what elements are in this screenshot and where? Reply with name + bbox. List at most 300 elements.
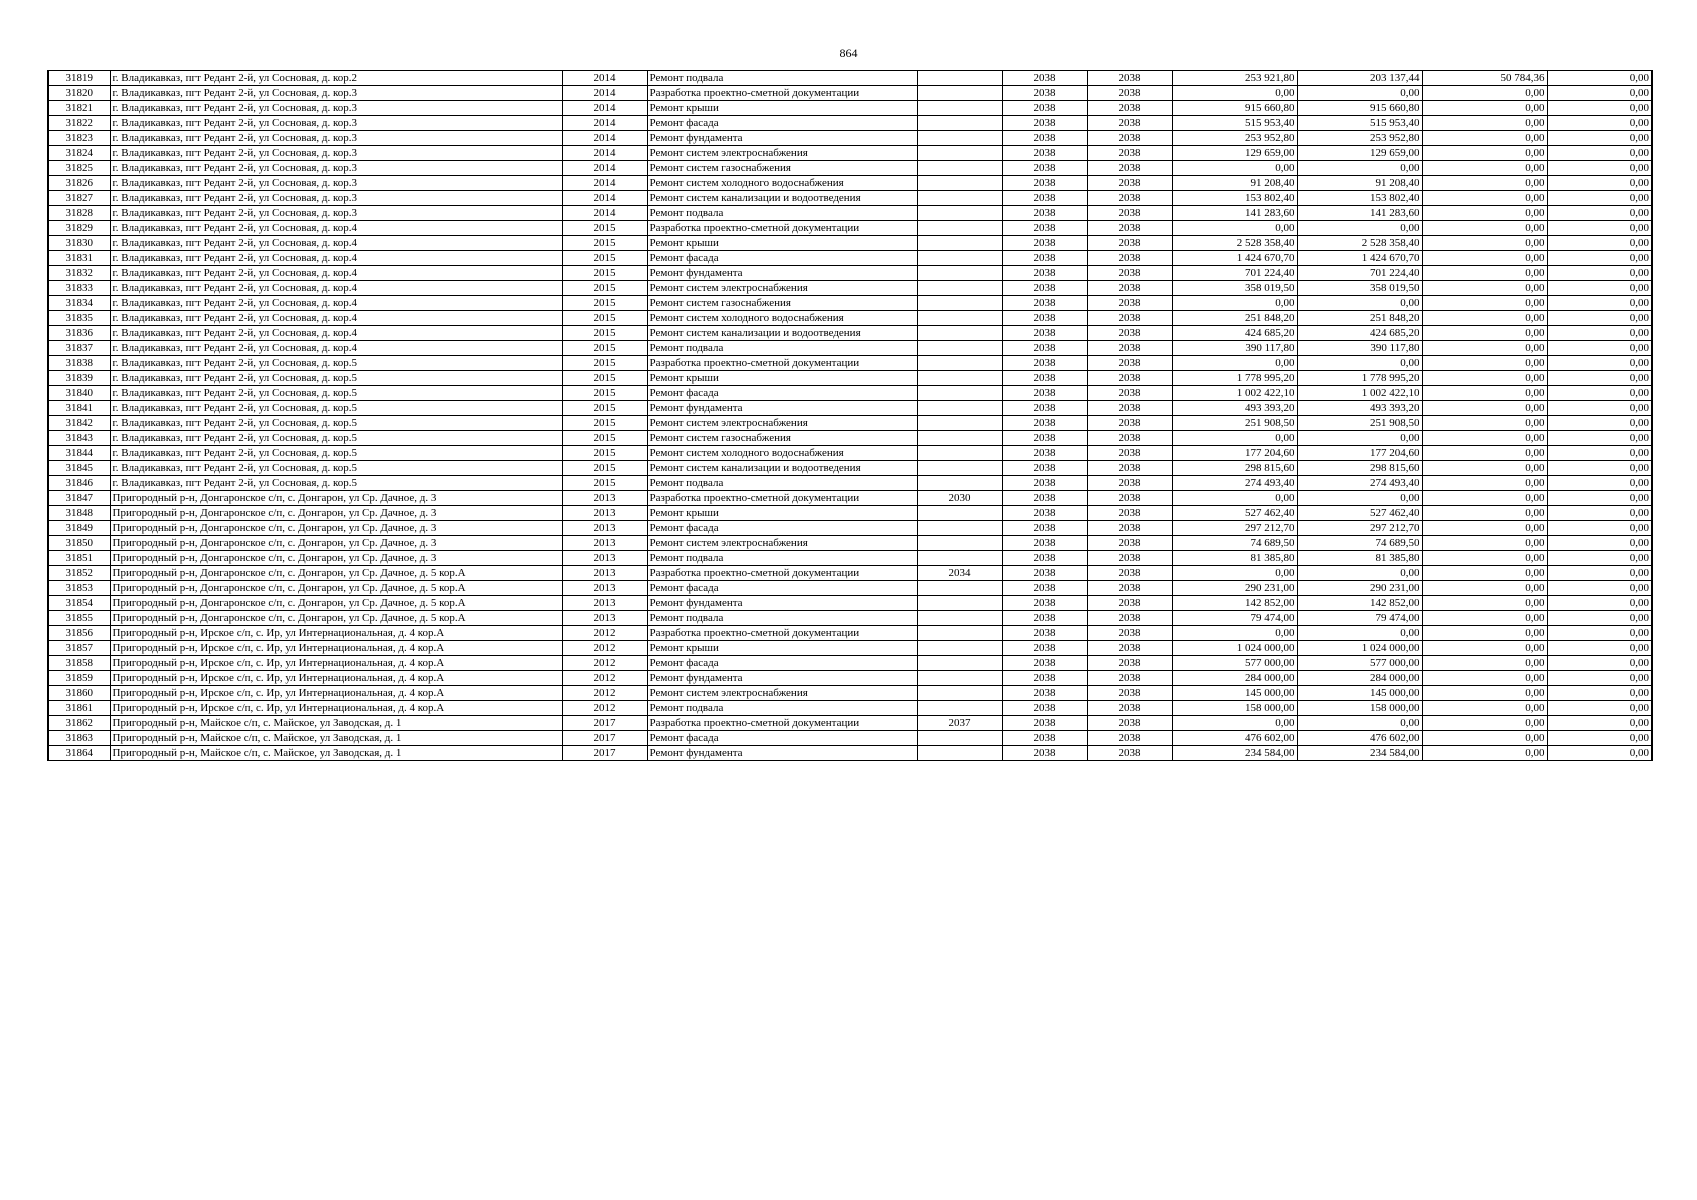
other-cost-cell: 0,00 [1547, 701, 1652, 716]
other-cost-cell: 0,00 [1547, 131, 1652, 146]
other-cost-cell: 0,00 [1547, 611, 1652, 626]
other-cost-cell: 0,00 [1547, 206, 1652, 221]
work-type-cell: Разработка проектно-сметной документации [647, 86, 917, 101]
start-year-cell: 2038 [1002, 506, 1087, 521]
start-year-cell: 2038 [1002, 266, 1087, 281]
record-number-cell: 31825 [48, 161, 110, 176]
table-row [48, 326, 1652, 341]
record-number-cell: 31830 [48, 236, 110, 251]
start-year-cell: 2038 [1002, 131, 1087, 146]
end-year-cell: 2038 [1087, 101, 1172, 116]
other-cost-cell: 0,00 [1547, 401, 1652, 416]
built-year-cell: 2015 [562, 386, 647, 401]
fund-cost-cell: 476 602,00 [1297, 731, 1422, 746]
record-number-cell: 31821 [48, 101, 110, 116]
address-cell: Пригородный р-н, Донгаронское с/п, с. Донгарон, ул Ср. Дачное, д. 3 [110, 491, 562, 506]
work-type-cell: Ремонт подвала [647, 551, 917, 566]
fund-cost-cell: 234 584,00 [1297, 746, 1422, 761]
fund-cost-cell: 0,00 [1297, 356, 1422, 371]
work-type-cell: Ремонт подвала [647, 206, 917, 221]
built-year-cell: 2014 [562, 116, 647, 131]
other-cost-cell: 0,00 [1547, 101, 1652, 116]
total-cost-cell: 234 584,00 [1172, 746, 1297, 761]
fund-cost-cell: 0,00 [1297, 491, 1422, 506]
fund-cost-cell: 290 231,00 [1297, 581, 1422, 596]
table-row [48, 716, 1652, 731]
address-cell: Пригородный р-н, Донгаронское с/п, с. Донгарон, ул Ср. Дачное, д. 3 [110, 521, 562, 536]
planned-year-cell [917, 116, 1002, 131]
table-row [48, 671, 1652, 686]
table-row [48, 656, 1652, 671]
table-row [48, 461, 1652, 476]
work-type-cell: Ремонт систем электроснабжения [647, 146, 917, 161]
other-cost-cell: 0,00 [1547, 416, 1652, 431]
total-cost-cell: 253 952,80 [1172, 131, 1297, 146]
work-type-cell: Разработка проектно-сметной документации [647, 221, 917, 236]
end-year-cell: 2038 [1087, 386, 1172, 401]
record-number-cell: 31828 [48, 206, 110, 221]
table-row [48, 341, 1652, 356]
total-cost-cell: 0,00 [1172, 161, 1297, 176]
fund-cost-cell: 129 659,00 [1297, 146, 1422, 161]
table-row [48, 686, 1652, 701]
fund-cost-cell: 0,00 [1297, 296, 1422, 311]
start-year-cell: 2038 [1002, 146, 1087, 161]
total-cost-cell: 0,00 [1172, 491, 1297, 506]
owner-cost-cell: 0,00 [1422, 626, 1547, 641]
owner-cost-cell: 0,00 [1422, 176, 1547, 191]
work-type-cell: Ремонт фасада [647, 731, 917, 746]
record-number-cell: 31820 [48, 86, 110, 101]
other-cost-cell: 0,00 [1547, 716, 1652, 731]
table-row [48, 206, 1652, 221]
end-year-cell: 2038 [1087, 161, 1172, 176]
start-year-cell: 2038 [1002, 326, 1087, 341]
planned-year-cell [917, 266, 1002, 281]
built-year-cell: 2015 [562, 221, 647, 236]
table-row [48, 116, 1652, 131]
planned-year-cell [917, 461, 1002, 476]
planned-year-cell [917, 611, 1002, 626]
record-number-cell: 31832 [48, 266, 110, 281]
built-year-cell: 2013 [562, 596, 647, 611]
address-cell: г. Владикавказ, пгт Редант 2-й, ул Сосновая, д. кор.3 [110, 191, 562, 206]
other-cost-cell: 0,00 [1547, 431, 1652, 446]
planned-year-cell [917, 191, 1002, 206]
end-year-cell: 2038 [1087, 461, 1172, 476]
work-type-cell: Разработка проектно-сметной документации [647, 716, 917, 731]
table-row [48, 566, 1652, 581]
other-cost-cell: 0,00 [1547, 461, 1652, 476]
built-year-cell: 2015 [562, 371, 647, 386]
start-year-cell: 2038 [1002, 641, 1087, 656]
address-cell: г. Владикавказ, пгт Редант 2-й, ул Сосновая, д. кор.5 [110, 386, 562, 401]
fund-cost-cell: 0,00 [1297, 161, 1422, 176]
end-year-cell: 2038 [1087, 416, 1172, 431]
record-number-cell: 31827 [48, 191, 110, 206]
owner-cost-cell: 0,00 [1422, 536, 1547, 551]
owner-cost-cell: 0,00 [1422, 701, 1547, 716]
table-row [48, 446, 1652, 461]
fund-cost-cell: 0,00 [1297, 566, 1422, 581]
end-year-cell: 2038 [1087, 236, 1172, 251]
fund-cost-cell: 493 393,20 [1297, 401, 1422, 416]
start-year-cell: 2038 [1002, 71, 1087, 86]
work-type-cell: Разработка проектно-сметной документации [647, 566, 917, 581]
work-type-cell: Ремонт фасада [647, 581, 917, 596]
fund-cost-cell: 297 212,70 [1297, 521, 1422, 536]
address-cell: Пригородный р-н, Донгаронское с/п, с. Донгарон, ул Ср. Дачное, д. 5 кор.А [110, 581, 562, 596]
record-number-cell: 31841 [48, 401, 110, 416]
start-year-cell: 2038 [1002, 701, 1087, 716]
start-year-cell: 2038 [1002, 461, 1087, 476]
start-year-cell: 2038 [1002, 476, 1087, 491]
built-year-cell: 2015 [562, 416, 647, 431]
owner-cost-cell: 0,00 [1422, 686, 1547, 701]
total-cost-cell: 298 815,60 [1172, 461, 1297, 476]
table-row [48, 701, 1652, 716]
planned-year-cell [917, 71, 1002, 86]
owner-cost-cell: 0,00 [1422, 311, 1547, 326]
fund-cost-cell: 79 474,00 [1297, 611, 1422, 626]
record-number-cell: 31861 [48, 701, 110, 716]
table-row [48, 521, 1652, 536]
built-year-cell: 2015 [562, 341, 647, 356]
planned-year-cell [917, 686, 1002, 701]
start-year-cell: 2038 [1002, 626, 1087, 641]
total-cost-cell: 253 921,80 [1172, 71, 1297, 86]
owner-cost-cell: 0,00 [1422, 191, 1547, 206]
record-number-cell: 31844 [48, 446, 110, 461]
other-cost-cell: 0,00 [1547, 626, 1652, 641]
built-year-cell: 2013 [562, 506, 647, 521]
other-cost-cell: 0,00 [1547, 236, 1652, 251]
planned-year-cell [917, 701, 1002, 716]
fund-cost-cell: 358 019,50 [1297, 281, 1422, 296]
planned-year-cell [917, 206, 1002, 221]
other-cost-cell: 0,00 [1547, 311, 1652, 326]
total-cost-cell: 74 689,50 [1172, 536, 1297, 551]
address-cell: г. Владикавказ, пгт Редант 2-й, ул Сосновая, д. кор.5 [110, 431, 562, 446]
built-year-cell: 2012 [562, 641, 647, 656]
planned-year-cell [917, 326, 1002, 341]
address-cell: г. Владикавказ, пгт Редант 2-й, ул Сосновая, д. кор.5 [110, 371, 562, 386]
record-number-cell: 31849 [48, 521, 110, 536]
address-cell: г. Владикавказ, пгт Редант 2-й, ул Сосновая, д. кор.5 [110, 401, 562, 416]
record-number-cell: 31854 [48, 596, 110, 611]
fund-cost-cell: 177 204,60 [1297, 446, 1422, 461]
fund-cost-cell: 0,00 [1297, 86, 1422, 101]
record-number-cell: 31852 [48, 566, 110, 581]
end-year-cell: 2038 [1087, 86, 1172, 101]
address-cell: Пригородный р-н, Майское с/п, с. Майское, ул Заводская, д. 1 [110, 716, 562, 731]
record-number-cell: 31834 [48, 296, 110, 311]
total-cost-cell: 290 231,00 [1172, 581, 1297, 596]
owner-cost-cell: 0,00 [1422, 611, 1547, 626]
planned-year-cell [917, 236, 1002, 251]
work-type-cell: Ремонт крыши [647, 101, 917, 116]
address-cell: г. Владикавказ, пгт Редант 2-й, ул Сосновая, д. кор.3 [110, 206, 562, 221]
record-number-cell: 31864 [48, 746, 110, 761]
built-year-cell: 2013 [562, 551, 647, 566]
record-number-cell: 31823 [48, 131, 110, 146]
other-cost-cell: 0,00 [1547, 341, 1652, 356]
planned-year-cell [917, 131, 1002, 146]
planned-year-cell [917, 536, 1002, 551]
start-year-cell: 2038 [1002, 161, 1087, 176]
built-year-cell: 2017 [562, 731, 647, 746]
other-cost-cell: 0,00 [1547, 746, 1652, 761]
other-cost-cell: 0,00 [1547, 71, 1652, 86]
end-year-cell: 2038 [1087, 641, 1172, 656]
fund-cost-cell: 91 208,40 [1297, 176, 1422, 191]
owner-cost-cell: 0,00 [1422, 461, 1547, 476]
table-row [48, 296, 1652, 311]
other-cost-cell: 0,00 [1547, 581, 1652, 596]
owner-cost-cell: 0,00 [1422, 206, 1547, 221]
other-cost-cell: 0,00 [1547, 656, 1652, 671]
owner-cost-cell: 0,00 [1422, 641, 1547, 656]
work-type-cell: Ремонт подвала [647, 476, 917, 491]
start-year-cell: 2038 [1002, 671, 1087, 686]
total-cost-cell: 0,00 [1172, 626, 1297, 641]
total-cost-cell: 129 659,00 [1172, 146, 1297, 161]
total-cost-cell: 81 385,80 [1172, 551, 1297, 566]
planned-year-cell [917, 626, 1002, 641]
table-row [48, 431, 1652, 446]
built-year-cell: 2015 [562, 431, 647, 446]
fund-cost-cell: 284 000,00 [1297, 671, 1422, 686]
owner-cost-cell: 0,00 [1422, 131, 1547, 146]
start-year-cell: 2038 [1002, 341, 1087, 356]
end-year-cell: 2038 [1087, 401, 1172, 416]
total-cost-cell: 145 000,00 [1172, 686, 1297, 701]
owner-cost-cell: 0,00 [1422, 281, 1547, 296]
work-type-cell: Ремонт фундамента [647, 671, 917, 686]
start-year-cell: 2038 [1002, 176, 1087, 191]
end-year-cell: 2038 [1087, 266, 1172, 281]
total-cost-cell: 701 224,40 [1172, 266, 1297, 281]
total-cost-cell: 297 212,70 [1172, 521, 1297, 536]
start-year-cell: 2038 [1002, 101, 1087, 116]
owner-cost-cell: 0,00 [1422, 251, 1547, 266]
fund-cost-cell: 251 908,50 [1297, 416, 1422, 431]
end-year-cell: 2038 [1087, 581, 1172, 596]
total-cost-cell: 0,00 [1172, 566, 1297, 581]
planned-year-cell [917, 521, 1002, 536]
end-year-cell: 2038 [1087, 341, 1172, 356]
end-year-cell: 2038 [1087, 536, 1172, 551]
owner-cost-cell: 0,00 [1422, 566, 1547, 581]
total-cost-cell: 1 024 000,00 [1172, 641, 1297, 656]
built-year-cell: 2015 [562, 311, 647, 326]
fund-cost-cell: 390 117,80 [1297, 341, 1422, 356]
other-cost-cell: 0,00 [1547, 86, 1652, 101]
planned-year-cell [917, 746, 1002, 761]
built-year-cell: 2014 [562, 146, 647, 161]
start-year-cell: 2038 [1002, 716, 1087, 731]
work-type-cell: Ремонт систем электроснабжения [647, 536, 917, 551]
fund-cost-cell: 424 685,20 [1297, 326, 1422, 341]
address-cell: Пригородный р-н, Ирское с/п, с. Ир, ул Интернациональная, д. 4 кор.А [110, 641, 562, 656]
planned-year-cell [917, 176, 1002, 191]
fund-cost-cell: 274 493,40 [1297, 476, 1422, 491]
work-type-cell: Ремонт фасада [647, 116, 917, 131]
total-cost-cell: 284 000,00 [1172, 671, 1297, 686]
address-cell: Пригородный р-н, Донгаронское с/п, с. Донгарон, ул Ср. Дачное, д. 3 [110, 536, 562, 551]
address-cell: г. Владикавказ, пгт Редант 2-й, ул Сосновая, д. кор.3 [110, 131, 562, 146]
owner-cost-cell: 0,00 [1422, 476, 1547, 491]
address-cell: Пригородный р-н, Донгаронское с/п, с. Донгарон, ул Ср. Дачное, д. 5 кор.А [110, 566, 562, 581]
end-year-cell: 2038 [1087, 146, 1172, 161]
end-year-cell: 2038 [1087, 296, 1172, 311]
start-year-cell: 2038 [1002, 581, 1087, 596]
fund-cost-cell: 527 462,40 [1297, 506, 1422, 521]
table-row [48, 641, 1652, 656]
fund-cost-cell: 0,00 [1297, 221, 1422, 236]
fund-cost-cell: 153 802,40 [1297, 191, 1422, 206]
owner-cost-cell: 0,00 [1422, 506, 1547, 521]
owner-cost-cell: 0,00 [1422, 551, 1547, 566]
other-cost-cell: 0,00 [1547, 251, 1652, 266]
built-year-cell: 2015 [562, 296, 647, 311]
work-type-cell: Ремонт подвала [647, 71, 917, 86]
address-cell: Пригородный р-н, Донгаронское с/п, с. Донгарон, ул Ср. Дачное, д. 5 кор.А [110, 611, 562, 626]
address-cell: г. Владикавказ, пгт Редант 2-й, ул Сосновая, д. кор.4 [110, 296, 562, 311]
table-row [48, 626, 1652, 641]
built-year-cell: 2014 [562, 206, 647, 221]
built-year-cell: 2013 [562, 611, 647, 626]
total-cost-cell: 358 019,50 [1172, 281, 1297, 296]
work-type-cell: Ремонт систем канализации и водоотведения [647, 326, 917, 341]
fund-cost-cell: 1 778 995,20 [1297, 371, 1422, 386]
planned-year-cell [917, 596, 1002, 611]
record-number-cell: 31840 [48, 386, 110, 401]
address-cell: Пригородный р-н, Ирское с/п, с. Ир, ул Интернациональная, д. 4 кор.А [110, 701, 562, 716]
fund-cost-cell: 145 000,00 [1297, 686, 1422, 701]
address-cell: г. Владикавказ, пгт Редант 2-й, ул Сосновая, д. кор.3 [110, 176, 562, 191]
repair-schedule-table [47, 70, 1653, 761]
planned-year-cell [917, 476, 1002, 491]
total-cost-cell: 476 602,00 [1172, 731, 1297, 746]
fund-cost-cell: 1 002 422,10 [1297, 386, 1422, 401]
total-cost-cell: 424 685,20 [1172, 326, 1297, 341]
start-year-cell: 2038 [1002, 221, 1087, 236]
start-year-cell: 2038 [1002, 746, 1087, 761]
end-year-cell: 2038 [1087, 716, 1172, 731]
start-year-cell: 2038 [1002, 446, 1087, 461]
owner-cost-cell: 0,00 [1422, 416, 1547, 431]
planned-year-cell [917, 221, 1002, 236]
record-number-cell: 31842 [48, 416, 110, 431]
planned-year-cell [917, 656, 1002, 671]
fund-cost-cell: 1 424 670,70 [1297, 251, 1422, 266]
end-year-cell: 2038 [1087, 356, 1172, 371]
end-year-cell: 2038 [1087, 221, 1172, 236]
owner-cost-cell: 0,00 [1422, 116, 1547, 131]
owner-cost-cell: 0,00 [1422, 266, 1547, 281]
fund-cost-cell: 251 848,20 [1297, 311, 1422, 326]
work-type-cell: Ремонт крыши [647, 236, 917, 251]
built-year-cell: 2012 [562, 671, 647, 686]
address-cell: г. Владикавказ, пгт Редант 2-й, ул Сосновая, д. кор.4 [110, 326, 562, 341]
address-cell: г. Владикавказ, пгт Редант 2-й, ул Сосновая, д. кор.5 [110, 416, 562, 431]
address-cell: Пригородный р-н, Ирское с/п, с. Ир, ул Интернациональная, д. 4 кор.А [110, 656, 562, 671]
work-type-cell: Ремонт систем газоснабжения [647, 296, 917, 311]
table-row [48, 506, 1652, 521]
record-number-cell: 31863 [48, 731, 110, 746]
start-year-cell: 2038 [1002, 206, 1087, 221]
address-cell: Пригородный р-н, Майское с/п, с. Майское, ул Заводская, д. 1 [110, 731, 562, 746]
address-cell: Пригородный р-н, Донгаронское с/п, с. Донгарон, ул Ср. Дачное, д. 3 [110, 506, 562, 521]
total-cost-cell: 1 424 670,70 [1172, 251, 1297, 266]
work-type-cell: Ремонт систем электроснабжения [647, 686, 917, 701]
work-type-cell: Ремонт систем канализации и водоотведения [647, 191, 917, 206]
record-number-cell: 31839 [48, 371, 110, 386]
table-row [48, 581, 1652, 596]
built-year-cell: 2012 [562, 656, 647, 671]
planned-year-cell [917, 386, 1002, 401]
fund-cost-cell: 142 852,00 [1297, 596, 1422, 611]
record-number-cell: 31819 [48, 71, 110, 86]
total-cost-cell: 274 493,40 [1172, 476, 1297, 491]
owner-cost-cell: 0,00 [1422, 581, 1547, 596]
table-row [48, 71, 1652, 86]
address-cell: г. Владикавказ, пгт Редант 2-й, ул Сосновая, д. кор.4 [110, 281, 562, 296]
total-cost-cell: 177 204,60 [1172, 446, 1297, 461]
end-year-cell: 2038 [1087, 311, 1172, 326]
record-number-cell: 31862 [48, 716, 110, 731]
work-type-cell: Ремонт систем электроснабжения [647, 416, 917, 431]
end-year-cell: 2038 [1087, 251, 1172, 266]
fund-cost-cell: 577 000,00 [1297, 656, 1422, 671]
end-year-cell: 2038 [1087, 491, 1172, 506]
address-cell: г. Владикавказ, пгт Редант 2-й, ул Сосновая, д. кор.3 [110, 101, 562, 116]
table-row [48, 101, 1652, 116]
work-type-cell: Ремонт систем канализации и водоотведения [647, 461, 917, 476]
other-cost-cell: 0,00 [1547, 536, 1652, 551]
planned-year-cell [917, 401, 1002, 416]
address-cell: г. Владикавказ, пгт Редант 2-й, ул Сосновая, д. кор.2 [110, 71, 562, 86]
start-year-cell: 2038 [1002, 596, 1087, 611]
total-cost-cell: 91 208,40 [1172, 176, 1297, 191]
built-year-cell: 2017 [562, 716, 647, 731]
work-type-cell: Ремонт крыши [647, 506, 917, 521]
end-year-cell: 2038 [1087, 746, 1172, 761]
other-cost-cell: 0,00 [1547, 266, 1652, 281]
fund-cost-cell: 158 000,00 [1297, 701, 1422, 716]
built-year-cell: 2015 [562, 446, 647, 461]
built-year-cell: 2017 [562, 746, 647, 761]
planned-year-cell [917, 671, 1002, 686]
built-year-cell: 2014 [562, 71, 647, 86]
record-number-cell: 31848 [48, 506, 110, 521]
total-cost-cell: 390 117,80 [1172, 341, 1297, 356]
start-year-cell: 2038 [1002, 356, 1087, 371]
page-number: 864 [839, 46, 858, 60]
record-number-cell: 31850 [48, 536, 110, 551]
record-number-cell: 31843 [48, 431, 110, 446]
table-row [48, 356, 1652, 371]
work-type-cell: Ремонт фасада [647, 656, 917, 671]
end-year-cell: 2038 [1087, 656, 1172, 671]
other-cost-cell: 0,00 [1547, 491, 1652, 506]
total-cost-cell: 0,00 [1172, 356, 1297, 371]
owner-cost-cell: 0,00 [1422, 596, 1547, 611]
record-number-cell: 31851 [48, 551, 110, 566]
address-cell: г. Владикавказ, пгт Редант 2-й, ул Сосновая, д. кор.4 [110, 266, 562, 281]
planned-year-cell [917, 416, 1002, 431]
